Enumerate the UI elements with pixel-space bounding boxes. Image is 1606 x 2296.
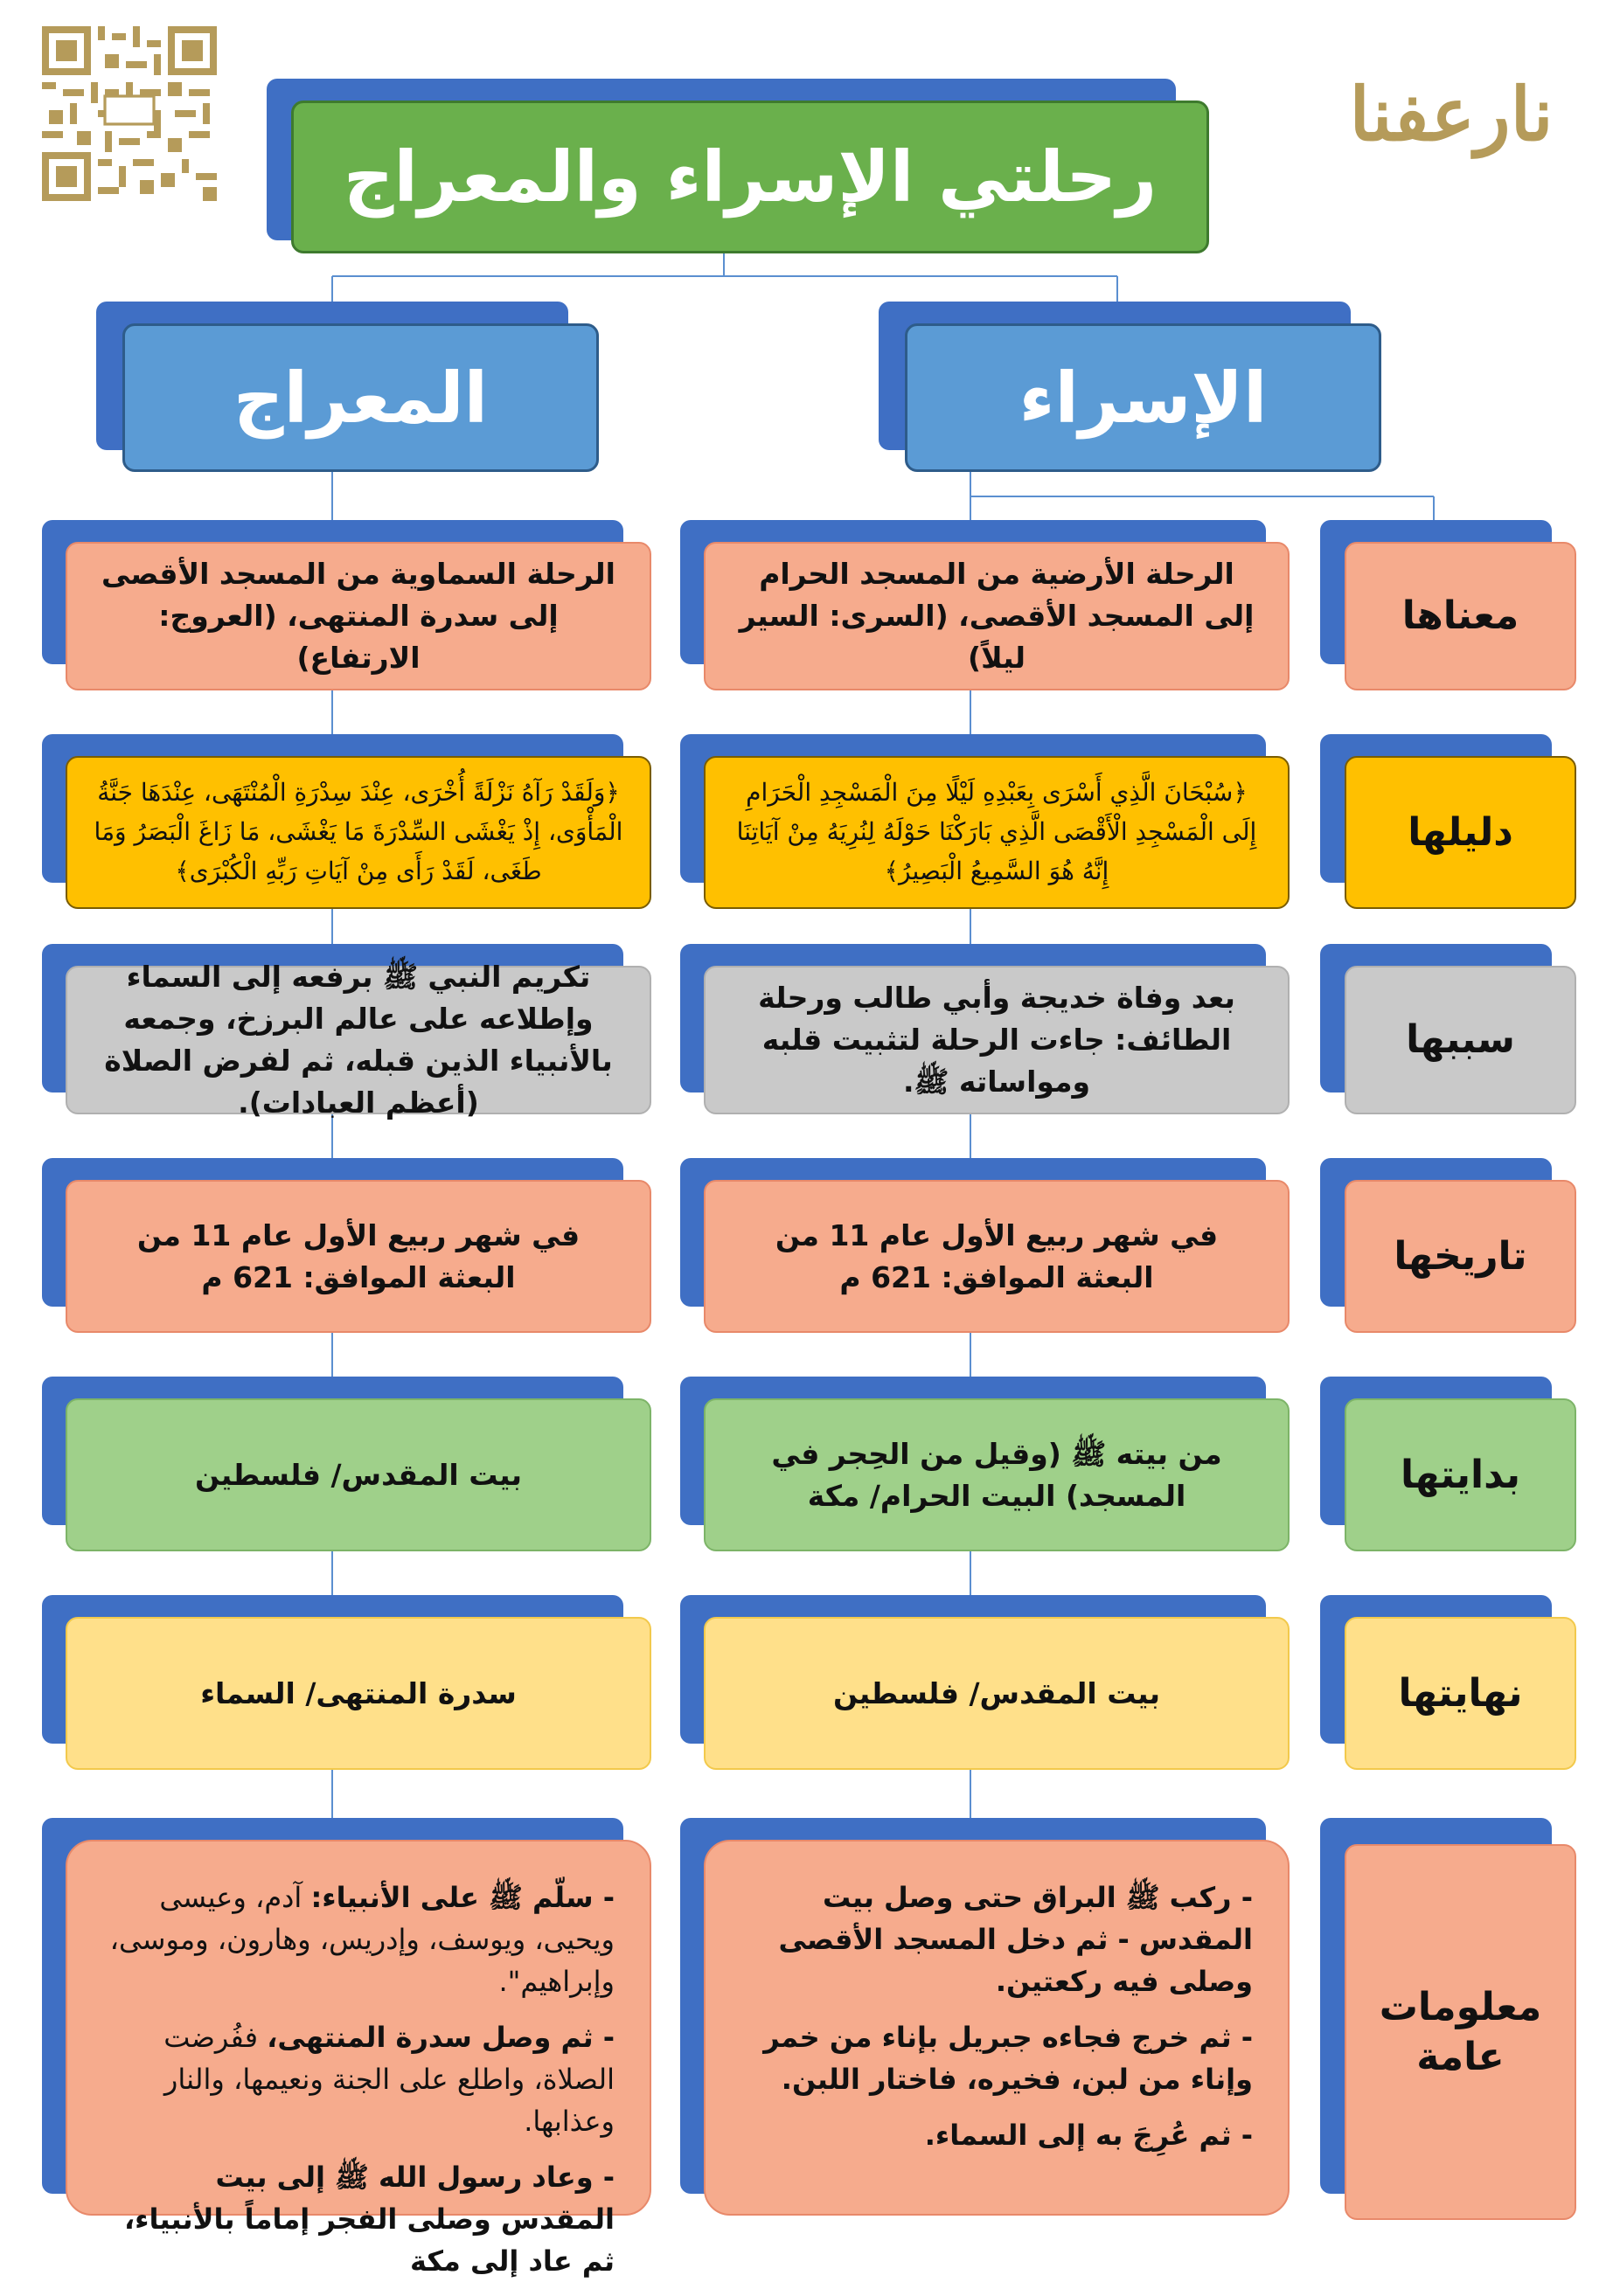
branch-miraj-header: المعراج <box>122 323 599 472</box>
miraj-info-item-prophets <box>102 1876 615 2002</box>
israa-meaning: الرحلة الأرضية من المسجد الحرام إلى المسجد الأقصى، (السرى: السير ليلاً) <box>704 542 1290 690</box>
miraj-start: بيت المقدس/ فلسطين <box>66 1398 651 1551</box>
row-label-start: بدايتها <box>1345 1398 1576 1551</box>
row-label-meaning: معناها <box>1345 542 1576 690</box>
israa-general-info <box>704 1840 1290 2216</box>
row-label-end: نهايتها <box>1345 1617 1576 1770</box>
miraj-end: سدرة المنتهى/ السماء <box>66 1617 651 1770</box>
miraj-evidence-verse: ﴿وَلَقَدْ رَآهُ نَزْلَةً أُخْرَى، عِنْدَ سِدْرَةِ الْمُنْتَهَى، عِنْدَهَا جَنَّةُ الْمَأْوَى، إِذْ يَغْشَى السِّدْرَةَ مَا يَغْشَى، مَا زَاغَ الْبَصَرُ وَمَا طَغَى، لَقَدْ رَأَى مِنْ آيَاتِ رَبِّهِ الْكُبْرَى﴾ <box>66 756 651 909</box>
svg-text:نارعفنا: نارعفنا <box>1349 71 1554 157</box>
row-label-general-info: معلومات عامة <box>1345 1844 1576 2220</box>
miraj-general-info <box>66 1840 651 2278</box>
miraj-info-lead: - سلّم ﷺ على الأنبياء: <box>310 1881 615 1914</box>
israa-date: في شهر ربيع الأول عام 11 من البعثة الموافق: 621 م <box>704 1180 1290 1333</box>
miraj-info-item-return: - وعاد رسول الله ﷺ إلى بيت المقدس وصلى الفجر إماماً بالأنبياء، ثم عاد إلى مكة <box>123 2161 615 2278</box>
israa-info-item: - ركب ﷺ البراق حتى وصل بيت المقدس - ثم دخل المسجد الأقصى وصلى فيه ركعتين. <box>778 1881 1253 1998</box>
row-label-evidence: دليلها <box>1345 756 1576 909</box>
miraj-info-text: ففُرضت الصلاة، واطلع على الجنة ونعيمها، والنار وعذابها. <box>163 2021 615 2138</box>
israa-end: بيت المقدس/ فلسطين <box>704 1617 1290 1770</box>
miraj-info-item-sidra <box>102 2016 615 2142</box>
row-label-cause: سببها <box>1345 966 1576 1114</box>
israa-start: من بيته ﷺ (وقيل من الحِجر في المسجد) البيت الحرام/ مكة <box>704 1398 1290 1551</box>
branch-israa-header: الإسراء <box>905 323 1381 472</box>
israa-info-item: - ثم عُرِجَ به إلى السماء. <box>924 2119 1253 2152</box>
israa-cause: بعد وفاة خديجة وأبي طالب ورحلة الطائف: جاءت الرحلة لتثبيت قلبه ومواساته ﷺ. <box>704 966 1290 1114</box>
israa-info-item: - ثم خرج فجاءه جبريل بإناء من خمر وإناء من لبن، فخيره، فاختار اللبن. <box>763 2021 1253 2096</box>
miraj-info-text: آدم، وعيسى ويحيى، ويوسف، وإدريس، وهارون، وموسى، وإبراهيم". <box>109 1881 615 1998</box>
miraj-date: في شهر ربيع الأول عام 11 من البعثة الموافق: 621 م <box>66 1180 651 1333</box>
miraj-meaning: الرحلة السماوية من المسجد الأقصى إلى سدرة المنتهى، (العروج: الارتفاع) <box>66 542 651 690</box>
page-title: رحلتي الإسراء والمعراج <box>291 101 1209 253</box>
row-label-date: تاريخها <box>1345 1180 1576 1333</box>
miraj-info-lead: - ثم وصل سدرة المنتهى، <box>267 2021 615 2054</box>
israa-evidence-verse: ﴿سُبْحَانَ الَّذِي أَسْرَى بِعَبْدِهِ لَيْلًا مِنَ الْمَسْجِدِ الْحَرَامِ إِلَى الْمَسْجِدِ الْأَقْصَى الَّذِي بَارَكْنَا حَوْلَهُ لِنُرِيَهُ مِنْ آيَاتِنَا إِنَّهُ هُوَ السَّمِيعُ الْبَصِيرُ﴾ <box>704 756 1290 909</box>
miraj-cause: تكريم النبي ﷺ برفعه إلى السماء وإطلاعه على عالم البرزخ، وجمعه بالأنبياء الذين قبله، ثم لفرض الصلاة (أعظم العبادات). <box>66 966 651 1114</box>
